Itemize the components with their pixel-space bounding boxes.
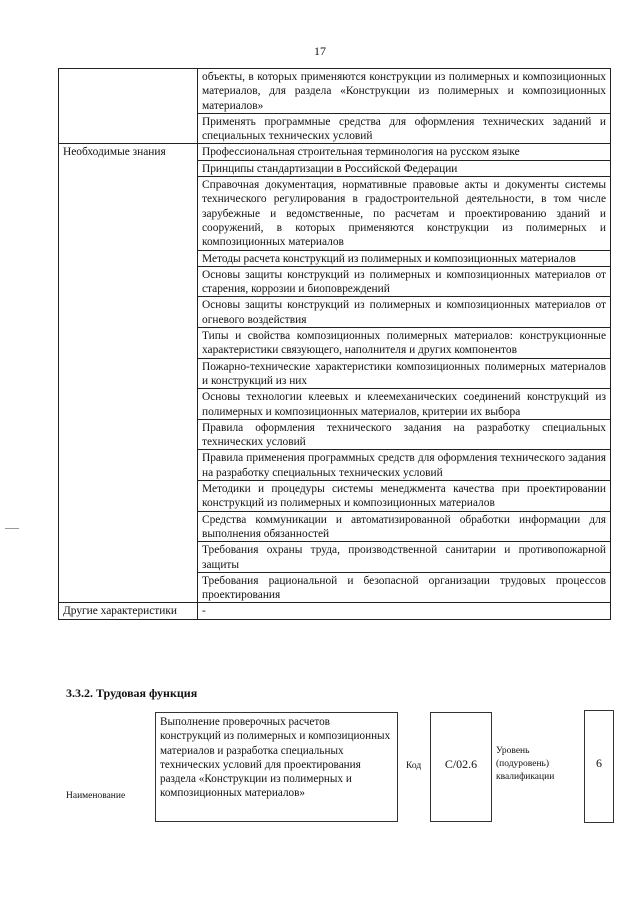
table-cell: Правила применения программных средств для оформления технического задания на разработку специальных технических условий xyxy=(198,450,611,481)
table-cell: объекты, в которых применяются конструкции из полимерных и композиционных материалов, для раздела «Конструкции из полимерных и композиционных материалов» xyxy=(198,69,611,114)
table-row xyxy=(59,144,611,160)
table-cell: Основы защиты конструкций из полимерных и композиционных материалов от старения, коррозии и биоповреждений xyxy=(198,266,611,297)
level-box: 6 xyxy=(584,710,614,823)
section-heading: 3.3.2. Трудовая функция xyxy=(66,686,198,700)
table-cell: Профессиональная строительная терминология на русском языке xyxy=(198,144,611,160)
name-label: Наименование xyxy=(66,791,126,801)
table-cell: Пожарно-технические характеристики композиционных полимерных материалов и конструкций из них xyxy=(198,358,611,389)
table-cell: Методы расчета конструкций из полимерных и композиционных материалов xyxy=(198,250,611,266)
table-cell: Правила оформления технического задания на разработку специальных технических условий xyxy=(198,419,611,450)
requirements-table xyxy=(58,68,611,620)
page-number: 17 xyxy=(314,44,326,58)
row-label xyxy=(59,69,198,144)
row-label: Другие характеристики xyxy=(59,603,198,619)
table-cell: Типы и свойства композиционных полимерных материалов: конструкционные характеристики связующего, наполнителя и других компонентов xyxy=(198,328,611,359)
table-row xyxy=(59,69,611,114)
table-cell: Основы технологии клеевых и клеемеханических соединений конструкций из полимерных и композиционных материалов, критерии их выбора xyxy=(198,389,611,420)
table-cell: - xyxy=(198,603,611,619)
table-cell: Применять программные средства для оформления технических заданий и специальных технических условий xyxy=(198,113,611,144)
code-box: С/02.6 xyxy=(430,712,492,822)
level-label: Уровень (подуровень) квалификации xyxy=(496,746,555,782)
row-label: Необходимые знания xyxy=(59,144,198,603)
table-cell: Основы защиты конструкций из полимерных и композиционных материалов от огневого воздействия xyxy=(198,297,611,328)
table-cell: Требования рациональной и безопасной организации трудовых процессов проектирования xyxy=(198,572,611,603)
table-cell: Справочная документация, нормативные правовые акты и документы системы технического регулирования в градостроительной деятельности, в том числе зарубежные и ведомственные, по расчетам и проектированию зданий и сооружений, в которых применяются конструкции из полимерных и композиционных материалов xyxy=(198,177,611,250)
table-cell: Принципы стандартизации в Российской Федерации xyxy=(198,160,611,176)
table-cell: Методики и процедуры системы менеджмента качества при проектировании конструкций из полимерных и композиционных материалов xyxy=(198,481,611,512)
function-name-box: Выполнение проверочных расчетов конструкций из полимерных и композиционных материалов и разработка специальных технических условий для проектирования раздела «Конструкции из полимерных и композиционных материалов» xyxy=(155,712,398,822)
margin-mark xyxy=(5,528,19,529)
table-cell: Средства коммуникации и автоматизированной обработки информации для выполнения обязанностей xyxy=(198,511,611,542)
table-row xyxy=(59,603,611,619)
code-label: Код xyxy=(406,761,422,771)
table-cell: Требования охраны труда, производственной санитарии и противопожарной защиты xyxy=(198,542,611,573)
